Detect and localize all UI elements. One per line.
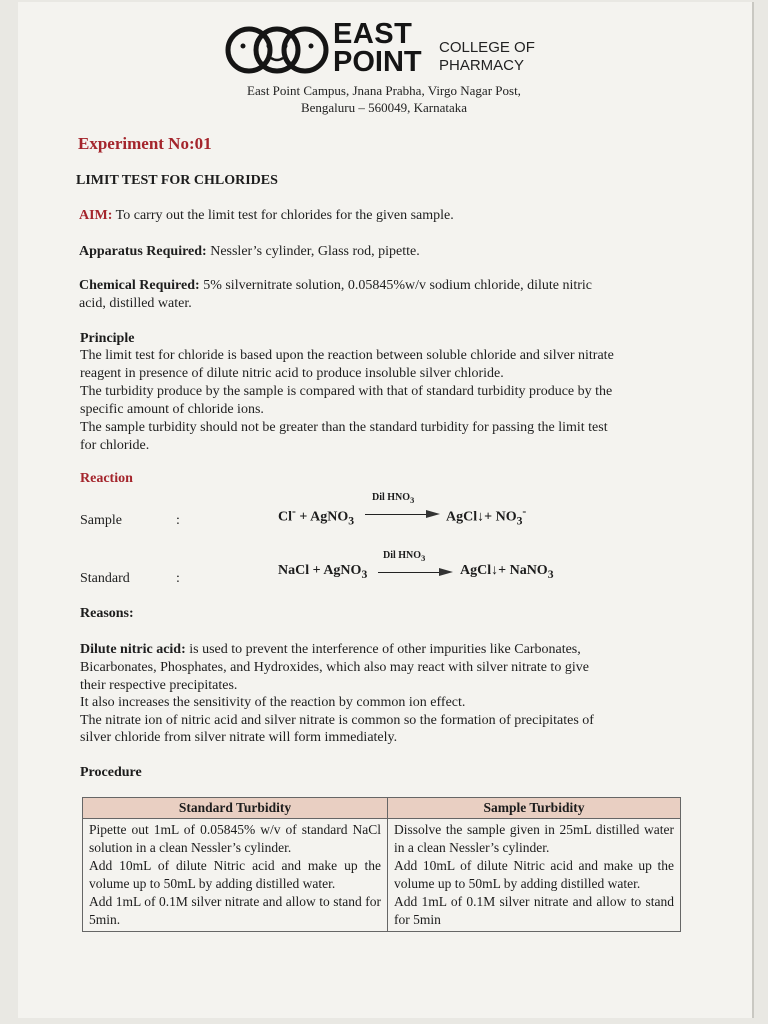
principle-line: The turbidity produce by the sample is compared with that of standard turbidity produce by the bbox=[80, 384, 613, 399]
reasons-line: It also increases the sensitivity of the reaction by common ion effect. bbox=[80, 695, 466, 710]
apparatus-text: Nessler’s cylinder, Glass rod, pipette. bbox=[206, 244, 420, 259]
sample-products: AgCl↓+ $NO_3^-$ bbox=[446, 505, 527, 528]
chemicals-line1 bbox=[79, 277, 592, 295]
standard-turbidity-cell bbox=[83, 819, 388, 932]
principle-line: for chloride. bbox=[80, 438, 150, 453]
sample-turbidity-cell bbox=[388, 819, 681, 932]
sample-arrow bbox=[365, 514, 427, 515]
chemicals-line2: acid, distilled water. bbox=[79, 296, 192, 311]
standard-label: Standard bbox=[80, 571, 130, 586]
college-logo bbox=[225, 20, 545, 80]
reasons-line: Dilute nitric acid: is used to prevent the interference of other impurities like Carbonates, bbox=[80, 642, 581, 657]
standard-condition: Dil $HNO_3$ bbox=[383, 550, 426, 563]
principle-heading: Principle bbox=[80, 331, 135, 346]
sample-condition: Dil $HNO_3$ bbox=[372, 492, 415, 505]
sample-step: Add 1mL of 0.1M silver nitrate and allow to stand for 5min bbox=[394, 894, 674, 927]
reasons-line: silver chloride from silver nitrate will form immediately. bbox=[80, 730, 398, 745]
address-line1: East Point Campus, Jnana Prabha, Virgo Nagar Post, bbox=[247, 83, 521, 98]
sample-arrow-head-icon bbox=[426, 510, 440, 518]
table-row bbox=[83, 819, 681, 932]
chemicals-text-1: 5% silvernitrate solution, 0.05845%w/v sodium chloride, dilute nitric bbox=[199, 278, 593, 293]
principle-line: The sample turbidity should not be greater than the standard turbidity for passing the limit test bbox=[80, 420, 608, 435]
table-header-row bbox=[83, 798, 681, 819]
logo-college-line2: PHARMACY bbox=[439, 57, 525, 74]
column-header-sample: Sample Turbidity bbox=[388, 798, 681, 819]
aim-text: To carry out the limit test for chlorides for the given sample. bbox=[112, 208, 454, 223]
aim-label: AIM: bbox=[79, 208, 113, 223]
faces-logo-icon bbox=[225, 22, 329, 78]
apparatus-line bbox=[79, 243, 420, 261]
principle-line: reagent in presence of dilute nitric acid to produce insoluble silver chloride. bbox=[80, 366, 504, 381]
standard-step: Pipette out 1mL of 0.05845% w/v of standard NaCl solution in a clean Nessler’s cylinder. bbox=[89, 822, 381, 855]
reasons-line: The nitrate ion of nitric acid and silver nitrate is common so the formation of precipitates of bbox=[80, 713, 594, 728]
sample-step: Add 10mL of dilute Nitric acid and make up the volume up to 50mL by adding distilled water. bbox=[394, 858, 674, 891]
principle-line: specific amount of chloride ions. bbox=[80, 402, 264, 417]
experiment-title: LIMIT TEST FOR CHLORIDES bbox=[76, 173, 278, 188]
sample-label: Sample bbox=[80, 513, 122, 528]
standard-products: AgCl↓+ NaNO$_3$ bbox=[460, 563, 554, 581]
reasons-label: Dilute nitric acid: bbox=[80, 642, 186, 657]
chemicals-label: Chemical Required: bbox=[79, 278, 200, 293]
reasons-line: their respective precipitates. bbox=[80, 678, 238, 693]
standard-reactants: NaCl + AgNO$_3$ bbox=[278, 563, 368, 581]
reasons-heading: Reasons: bbox=[80, 606, 134, 621]
procedure-table bbox=[82, 797, 681, 932]
column-header-standard: Standard Turbidity bbox=[83, 798, 388, 819]
experiment-number: Experiment No:01 bbox=[78, 134, 212, 153]
logo-east-text: EAST bbox=[333, 18, 413, 50]
sample-reactants: Cl- + AgNO$_3$ bbox=[278, 505, 355, 528]
reasons-line: Bicarbonates, Phosphates, and Hydroxides, which also may react with silver nitrate to give bbox=[80, 660, 589, 675]
procedure-heading: Procedure bbox=[80, 765, 142, 780]
standard-arrow-head-icon bbox=[439, 568, 453, 576]
address-line2: Bengaluru – 560049, Karnataka bbox=[300, 100, 468, 115]
reaction-heading: Reaction bbox=[80, 471, 133, 486]
standard-step: Add 1mL of 0.1M silver nitrate and allow to stand for 5min. bbox=[89, 894, 381, 927]
logo-point-text: POINT bbox=[333, 46, 422, 78]
standard-colon: : bbox=[176, 571, 180, 586]
logo-college-line1: COLLEGE OF bbox=[439, 39, 535, 56]
apparatus-label: Apparatus Required: bbox=[79, 244, 207, 259]
standard-step: Add 10mL of dilute Nitric acid and make up the volume up to 50mL by adding distilled water. bbox=[89, 858, 381, 891]
sample-step: Dissolve the sample given in 25mL distilled water in a clean Nessler’s cylinder. bbox=[394, 822, 674, 855]
standard-arrow bbox=[378, 572, 440, 573]
aim-line bbox=[79, 207, 454, 225]
principle-line: The limit test for chloride is based upon the reaction between soluble chloride and silver nitrate bbox=[80, 348, 614, 363]
sample-colon: : bbox=[176, 513, 180, 528]
